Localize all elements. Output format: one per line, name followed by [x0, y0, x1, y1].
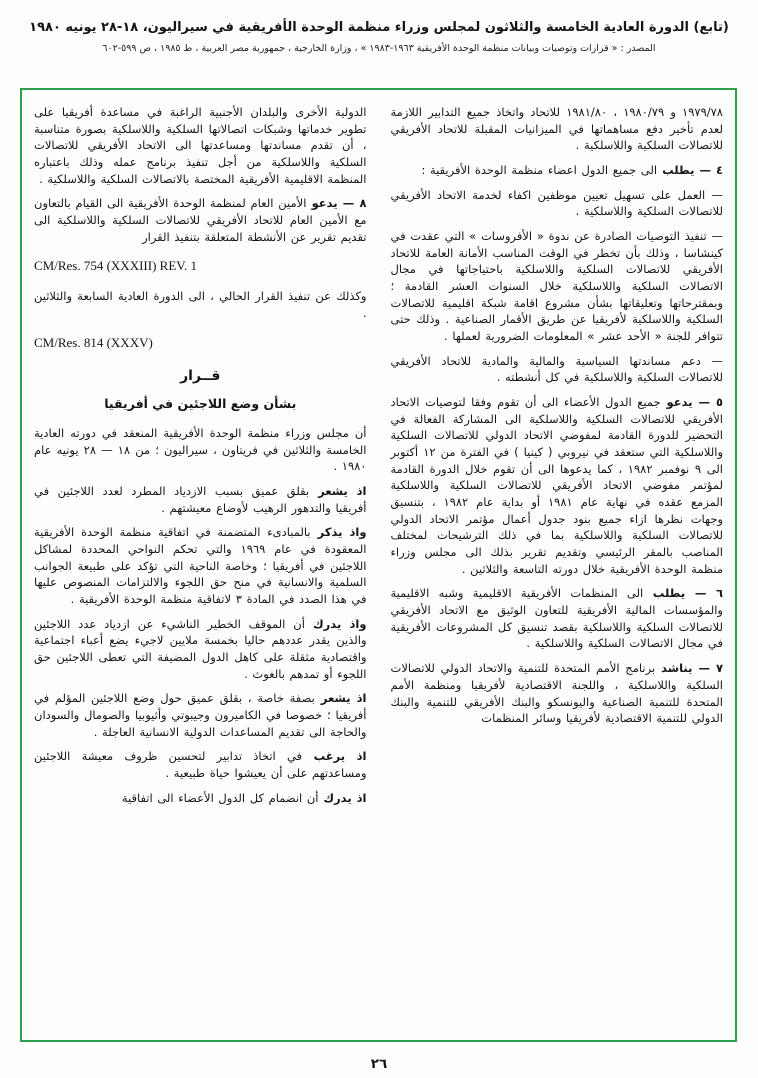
budget-years-paragraph: ١٩٧٩/٧٨ و ١٩٨٠/٧٩ ، ١٩٨١/٨٠ للاتحاد واتخاذ جميع التدابير اللازمة لعدم تأخير دفع مساهماتها في الميزانيات المقبلة للاتحاد الأفريقي للاتصالات السلكية واللاسلكية .	[390, 105, 723, 153]
dash-item-afrosat: — تنفيذ التوصيات الصادرة عن ندوة « الأفروسات » التي عقدت في كينشاسا ، وذلك بأن تخطر في الوقت المناسب الأمانة العامة للاتحاد الأفريقي للاتصالات السلكية واللاسلكية باحتياجاتها في مجال الاتصالات السلكية واللاسلكية خلال السنوات العشر القادمة ؛ وبمقترحاتها وتعليقاتها بشأن مشروع اقامة شبكة اقليمية للاتصالات السلكية واللاسلكية لأفريقيا عن طريق الأقمار الصناعية . وذلك حتى تتوافر للجنة « الأحد عشر » المعلومات الضرورية لعملها .	[390, 229, 723, 344]
resolution-ref-754: CM/Res. 754 (XXXIII) REV. 1	[34, 258, 197, 274]
right-column	[391, 104, 724, 1030]
left-column	[34, 104, 367, 1030]
clause-5: ٥ — يدعو جميع الدول الأعضاء الى أن تقوم وفقا لتوصيات الاتحاد الأفريقي للاتصالات السلكية واللاسلكية الى المشاركة الفعالة في التحضير للدورة القادمة لمفوضي الاتحاد الدولي للاتصالات السلكية واللاسلكية التي ستعقد في نيروبي ( كينيا ) في الفترة من ١٢ أكتوبر الى ٩ نوفمبر ١٩٨٢ ، كما يدعوها الى أن تقوم خلال الدورة القادمة لمؤتمر مفوضي الاتحاد الأفريقي للاتصالات السلكية واللاسلكية المزمع عقده في نهاية عام ١٩٨١ أو بداية عام ١٩٨٢ ، بتنسيق وجهات نظرها ازاء جميع بنود جدول أعمال مؤتمر الاتحاد الدولي للاتصالات السلكية واللاسلكية بما في ذلك الترشيحات لمختلف المناصب بالمقر الرئيسي وتقديم تقرير بذلك الى مجلس وزراء منظمة الوحدة الأفريقية خلال دورته التاسعة والثلاثين .	[390, 395, 724, 576]
clause-6: ٦ — يطلب الى المنظمات الأفريقية الاقليمية وشبه الاقليمية والمؤسسات المالية الأفريقية للتعاون الوثيق مع الاتحاد الأفريقي للاتصالات السلكية واللاسلكية بقصد تنسيق كل المشروعات الأفريقية في مجال الاتصالات السلكية واللاسلكية .	[390, 586, 723, 651]
preamble-paragraph: أن مجلس وزراء منظمة الوحدة الأفريقية المنعقد في دورته العادية الخامسة والثلاثين في فريتاون ، سيراليون ؛ من ١٨ — ٢٨ يونيه عام ١٩٨٠ .	[34, 425, 367, 474]
preamble-desire: اذ يرغب في اتخاذ تدابير لتحسين ظروف معيشة اللاجئين ومساعدتهم على أن يعيشوا حياة طبيعية .	[34, 749, 367, 780]
page-footer	[0, 1056, 758, 1072]
dash-item-support: — دعم مساندتها السياسية والمالية والمادية للاتحاد الأفريقي للاتصالات السلكية واللاسلكية في كل أنشطته .	[390, 353, 723, 385]
preamble-recognize: اذ يدرك أن انضمام كل الدول الأعضاء الى اتفاقية	[121, 790, 367, 805]
clause-4: ٤ — يطلب الى جميع الدول اعضاء منظمة الوحدة الأفريقية :	[421, 163, 723, 178]
preamble-concern: اذ يشعر بقلق عميق بسبب الازدياد المطرد لعدد اللاجئين في أفريقيا والتدهور الرهيب لأوضاع معيشتهم .	[34, 483, 367, 515]
content-frame	[20, 88, 737, 1042]
resolution-subject: بشأن وضع اللاجئين في أفريقيا	[104, 395, 297, 411]
preamble-aware: واذ يدرك أن الموقف الخطير الناشيء عن ازدياد عدد اللاجئين والذين يقدر عددهم حاليا بخمسة ملايين لاجيء يضع أعباء اجتماعية واقتصادية مثقلة على كاهل الدول المضيفة التي تعطى اللاجئين حق اللجوء أو تمدهم بالغوث .	[34, 616, 367, 681]
dash-item-staff: — العمل على تسهيل تعيين موظفين اكفاء لخدمة الاتحاد الأفريقي للاتصالات السلكية واللاسلكية .	[390, 187, 723, 219]
resolution-ref-814: CM/Res. 814 (XXXV)	[34, 334, 153, 350]
clause-8: ٨ — يدعو الأمين العام لمنظمة الوحدة الأفريقية الى القيام بالتعاون مع الأمين العام للاتحاد الأفريقي للاتصالات السلكية واللاسلكية الى تقديم تقرير عن الأنشطة المتعلقة بتنفيذ القرار	[34, 196, 367, 244]
resolution-heading: قــرار	[180, 368, 221, 385]
closing-paragraph: وكذلك عن تنفيذ القرار الحالي ، الى الدورة العادية السابعة والثلاثين .	[34, 289, 367, 320]
two-column-layout	[34, 104, 723, 1030]
preamble-recall: واذ يذكر بالمبادىء المتضمنة في اتفاقية منظمة الوحدة الأفريقية المعقودة في عام ١٩٦٩ والتي تحكم النواحي المحددة لمشاكل اللاجئين في أفريقيا ؛ وخاصة الناحية التي تؤكد على طبيعة الجوانب السلمية والانسانية في منح حق اللجوء والالتزامات المنصوص عليها في هذا الصدد في المادة ٣ لاتفاقية منظمة الوحدة الأفريقية .	[34, 525, 367, 606]
continuation-paragraph: الدولية الأخرى والبلدان الأجنبية الراغبة في مساعدة أفريقيا على تطوير خدماتها وشبكات اتصالاتها السلكية واللاسلكية بصورة متناسبة ، أن تقدم مساندتها ومساعدتها الى الاتحاد الأفريقي للاتصالات السلكية واللاسلكية من أجل تنفيذ برنامج عمله وذلك باعتباره المنظمة الاقليمية الأفريقية المختصة بالاتصالات السلكية واللاسلكية .	[34, 105, 367, 186]
clause-7: ٧ — يناشد برنامج الأمم المتحدة للتنمية والاتحاد الدولي للاتصالات السلكية واللاسلكية ، واللجنة الاقتصادية لأفريقيا ومنظمة الأمم المتحدة للتنمية الصناعية واليونسكو والبنك الأفريقي للتنمية والبنك الدولي للتنمية الاقتصادية لأفريقيا وسائر المنظمات	[390, 661, 723, 726]
header-source-note: المصدر : « قرارات وتوصيات وبيانات منظمة الوحدة الأفريقية ١٩٦٣-١٩٨٣ » ، وزارة الخارجية ، جمهورية مصر العربية ، ط ١٩٨٥ ، ص ٥٩٩-٦٠٢	[102, 43, 656, 54]
page-header	[0, 0, 758, 58]
page-number: ٢٦	[370, 1056, 388, 1072]
header-session-title: (تابع) الدورة العادية الخامسة والثلاثون لمجلس وزراء منظمة الوحدة الأفريقية في سيراليون، ١٨-٢٨ يونيه ١٩٨٠	[29, 20, 729, 35]
preamble-special-concern: اذ يشعر بصفة خاصة ، بقلق عميق حول وضع اللاجئين المؤلم في أفريقيا ؛ خصوصا في الكاميرون وجيبوتي وأثيوبيا والصومال والسودان والحاجة الى تقديم المساعدات الدولية الانسانية العاجلة .	[34, 691, 367, 739]
